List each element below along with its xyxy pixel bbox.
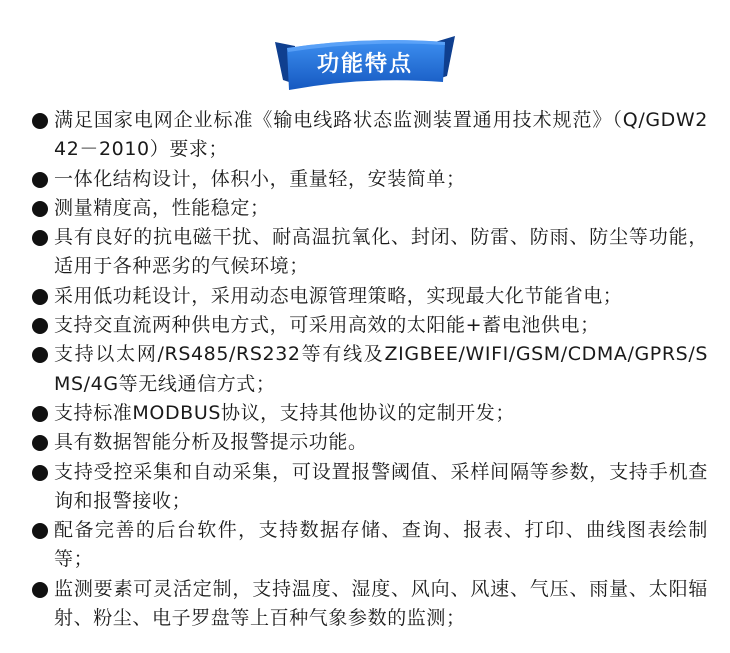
section-title: 功能特点 xyxy=(316,52,413,77)
bullet-icon xyxy=(32,201,48,217)
feature-item xyxy=(32,340,708,399)
bullet-icon xyxy=(32,113,48,129)
feature-item xyxy=(32,516,708,575)
feature-list xyxy=(32,106,708,633)
bullet-icon xyxy=(32,582,48,598)
feature-text: 具有良好的抗电磁干扰、耐高温抗氧化、封闭、防雷、防雨、防尘等功能，适用于各种恶劣的气候环境； xyxy=(54,226,708,278)
section-banner xyxy=(273,34,457,96)
bullet-icon xyxy=(32,406,48,422)
feature-item xyxy=(32,399,708,428)
bullet-icon xyxy=(32,465,48,481)
feature-text: 一体化结构设计，体积小，重量轻，安装简单； xyxy=(54,167,466,190)
bullet-icon xyxy=(32,318,48,334)
bullet-icon xyxy=(32,435,48,451)
feature-item xyxy=(32,106,708,165)
feature-item xyxy=(32,575,708,634)
bullet-icon xyxy=(32,347,48,363)
feature-text: 支持交直流两种供电方式，可采用高效的太阳能+蓄电池供电； xyxy=(54,314,600,337)
bullet-icon xyxy=(32,172,48,188)
feature-item xyxy=(32,282,708,311)
bullet-icon xyxy=(32,523,48,539)
feature-text: 测量精度高，性能稳定； xyxy=(54,196,270,219)
bullet-icon xyxy=(32,230,48,246)
bullet-icon xyxy=(32,289,48,305)
feature-text: 采用低功耗设计，采用动态电源管理策略，实现最大化节能省电； xyxy=(54,284,623,307)
feature-text: 支持受控采集和自动采集，可设置报警阈值、采样间隔等参数，支持手机查询和报警接收； xyxy=(54,460,708,512)
feature-text: 支持标准MODBUS协议，支持其他协议的定制开发； xyxy=(54,401,515,424)
feature-item xyxy=(32,458,708,517)
feature-item xyxy=(32,194,708,223)
feature-item xyxy=(32,428,708,457)
feature-item xyxy=(32,311,708,340)
feature-item xyxy=(32,223,708,282)
feature-text: 监测要素可灵活定制，支持温度、湿度、风向、风速、气压、雨量、太阳辐射、粉尘、电子罗盘等上百种气象参数的监测； xyxy=(54,577,708,630)
feature-text: 配备完善的后台软件，支持数据存储、查询、报表、打印、曲线图表绘制等； xyxy=(54,519,708,571)
feature-text: 支持以太网/RS485/RS232等有线及ZIGBEE/WIFI/GSM/CDMA/GPRS/SMS/4G等无线通信方式； xyxy=(54,343,708,395)
feature-text: 满足国家电网企业标准《输电线路状态监测装置通用技术规范》（Q/GDW242－2010）要求； xyxy=(54,109,708,161)
feature-item xyxy=(32,165,708,194)
feature-text: 具有数据智能分析及报警提示功能。 xyxy=(54,431,368,454)
